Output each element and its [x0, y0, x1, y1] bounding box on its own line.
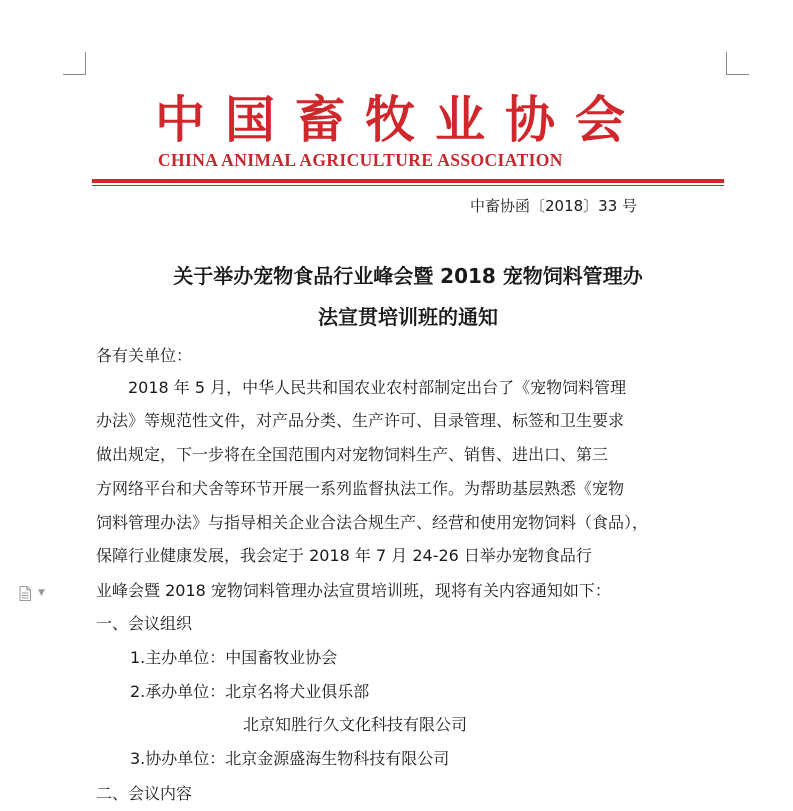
document-number: 中畜协函〔2018〕33 号	[470, 197, 638, 215]
list-item: 3.协办单位：北京金源盛海生物科技有限公司	[130, 749, 450, 768]
paragraph-line: 办法》等规范性文件，对产品分类、生产许可、目录管理、标签和卫生要求	[96, 411, 625, 430]
page-corner-mark-top-left	[63, 52, 86, 75]
letterhead-rule-thick	[92, 179, 724, 183]
document-icon[interactable]	[19, 586, 31, 601]
paragraph-line: 保障行业健康发展，我会定于 2018 年 7 月 24-26 日举办宠物食品行	[96, 546, 592, 565]
document-title-line-2: 法宣贯培训班的通知	[318, 305, 498, 329]
section-heading: 一、会议组织	[96, 614, 193, 633]
chevron-down-icon[interactable]: ▼	[38, 588, 45, 598]
list-item: 1.主办单位：中国畜牧业协会	[130, 648, 338, 667]
paragraph-line: 2018 年 5 月，中华人民共和国农业农村部制定出台了《宠物饲料管理	[128, 378, 627, 397]
paragraph-line: 方网络平台和犬舍等环节开展一系列监督执法工作。为帮助基层熟悉《宠物	[96, 479, 625, 498]
page-corner-mark-top-right	[726, 52, 749, 75]
paragraph-line: 业峰会暨 2018 宠物饲料管理办法宣贯培训班，现将有关内容通知如下：	[96, 581, 611, 600]
letterhead-rule-thin	[92, 185, 724, 186]
document-title-line-1: 关于举办宠物食品行业峰会暨 2018 宠物饲料管理办	[173, 264, 643, 288]
paragraph-line: 饲料管理办法》与指导相关企业合法合规生产、经营和使用宠物饲料（食品），	[96, 513, 649, 532]
letterhead-org-name-en: CHINA ANIMAL AGRICULTURE ASSOCIATION	[158, 150, 563, 170]
paragraph-line: 做出规定，下一步将在全国范围内对宠物饲料生产、销售、进出口、第三	[96, 445, 609, 464]
list-item: 2.承办单位：北京名将犬业俱乐部	[130, 682, 370, 701]
list-item: 北京知胜行久文化科技有限公司	[243, 715, 468, 734]
letterhead-org-name-cn: 中国畜牧业协会	[155, 90, 645, 149]
salutation: 各有关单位：	[96, 346, 193, 365]
section-heading: 二、会议内容	[96, 784, 193, 803]
